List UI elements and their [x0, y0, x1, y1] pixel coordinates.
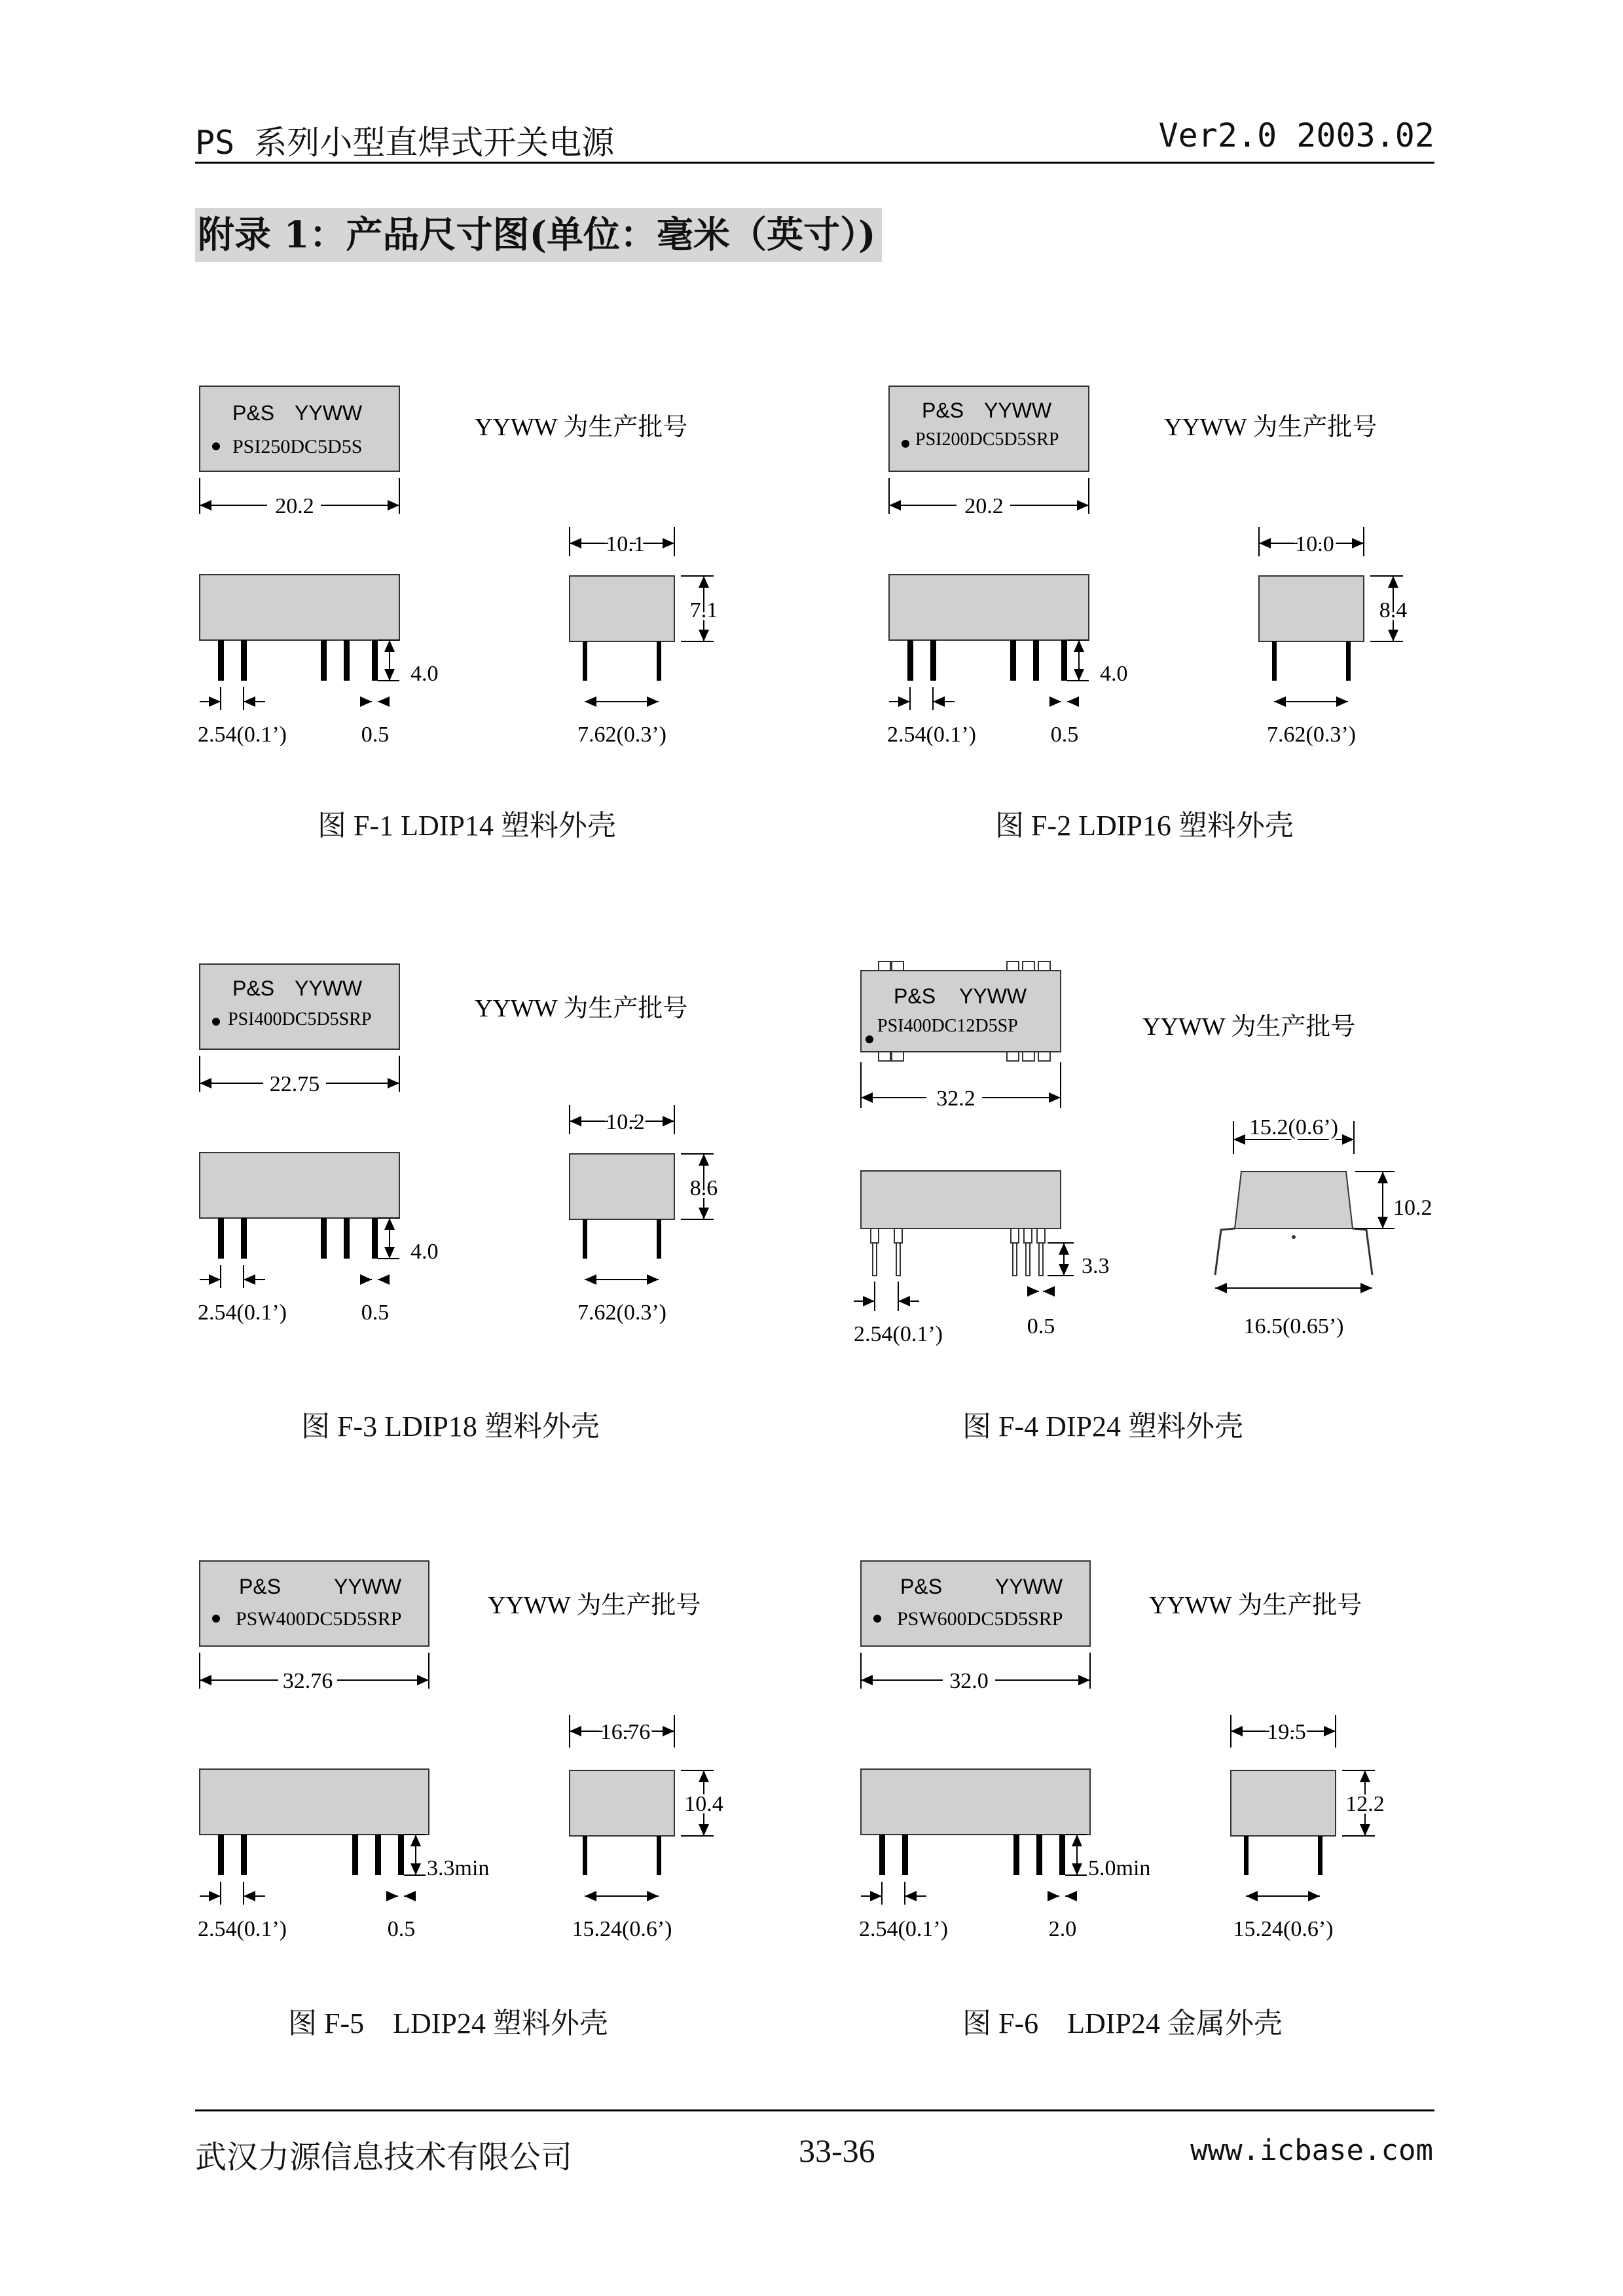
- brand-label: P&S: [232, 401, 275, 425]
- pin-dia-label: 0.5: [1050, 723, 1079, 747]
- note-text: YYWW 为生产批号: [475, 995, 688, 1022]
- pitch-label: 2.54(0.1’): [198, 723, 287, 747]
- model-label: PSI400DC12D5SP: [877, 1016, 1018, 1036]
- header-divider: [195, 162, 1434, 164]
- datecode-label: YYWW: [334, 1575, 402, 1598]
- figure-5-drawing: [190, 1541, 910, 2065]
- brand-label: P&S: [894, 984, 936, 1008]
- width-label: 19.5: [1267, 1720, 1306, 1744]
- footer-website: www.icbase.com: [1190, 2134, 1433, 2167]
- pitch-label: 2.54(0.1’): [887, 723, 976, 747]
- length-label: 20.2: [964, 494, 1004, 518]
- pitch-label: 2.54(0.1’): [854, 1322, 943, 1346]
- width-label: 10.1: [606, 532, 645, 556]
- length-label: 32.0: [949, 1669, 989, 1693]
- row-spacing-label: 15.24(0.6’): [572, 1917, 672, 1941]
- figure-4-drawing: [851, 944, 1571, 1468]
- width-label: 15.2(0.6’): [1249, 1115, 1338, 1139]
- figure-4: [851, 944, 1571, 1468]
- datecode-label: YYWW: [995, 1575, 1063, 1598]
- width-label: 10.2: [606, 1110, 645, 1134]
- note-text: YYWW 为生产批号: [1149, 1592, 1362, 1619]
- datecode-label: YYWW: [984, 399, 1052, 422]
- note-text: YYWW 为生产批号: [1142, 1013, 1356, 1041]
- datecode-label: YYWW: [295, 401, 363, 425]
- pin-length-label: 4.0: [410, 662, 439, 686]
- figure-3-drawing: [190, 944, 910, 1468]
- page-number: 33-36: [799, 2132, 875, 2169]
- note-text: YYWW 为生产批号: [1164, 414, 1377, 441]
- pin-dia-label: 0.5: [387, 1917, 416, 1941]
- figure-1: [190, 367, 910, 890]
- row-spacing-label: 7.62(0.3’): [577, 723, 666, 747]
- width-label: 10.0: [1295, 532, 1334, 556]
- figure-caption: 图 F-3 LDIP18 塑料外壳: [301, 1410, 600, 1443]
- figure-6: [851, 1541, 1571, 2065]
- brand-label: P&S: [232, 977, 275, 1000]
- brand-label: P&S: [239, 1575, 282, 1598]
- figure-caption: 图 F-4 DIP24 塑料外壳: [962, 1410, 1244, 1443]
- width-label: 16.76: [600, 1720, 651, 1744]
- header-title: PS 系列小型直焊式开关电源: [195, 124, 615, 162]
- model-label: PSW600DC5D5SRP: [897, 1608, 1063, 1630]
- note-text: YYWW 为生产批号: [488, 1592, 701, 1619]
- height-label: 8.6: [689, 1176, 718, 1200]
- brand-label: P&S: [922, 399, 964, 422]
- row-spacing-label: 15.24(0.6’): [1233, 1917, 1334, 1941]
- row-spacing-label: 7.62(0.3’): [577, 1300, 666, 1325]
- height-label: 7.1: [689, 598, 718, 622]
- figure-caption: 图 F-2 LDIP16 塑料外壳: [995, 810, 1294, 842]
- datecode-label: YYWW: [295, 977, 363, 1000]
- pitch-label: 2.54(0.1’): [198, 1300, 287, 1325]
- figure-6-drawing: [851, 1541, 1571, 2065]
- model-label: PSW400DC5D5SRP: [236, 1608, 402, 1630]
- figure-caption: 图 F-6 LDIP24 金属外壳: [962, 2007, 1283, 2039]
- pin-length-label: 5.0min: [1088, 1856, 1151, 1880]
- pin-length-label: 4.0: [1100, 662, 1128, 686]
- row-spacing-label: 16.5(0.65’): [1243, 1314, 1344, 1338]
- model-label: PSI400DC5D5SRP: [228, 1009, 372, 1030]
- figure-3: [190, 944, 910, 1468]
- pin-length-label: 3.3: [1082, 1254, 1110, 1278]
- row-spacing-label: 7.62(0.3’): [1267, 723, 1356, 747]
- pitch-label: 2.54(0.1’): [859, 1917, 948, 1941]
- pin-dia-label: 2.0: [1048, 1917, 1077, 1941]
- height-label: 10.4: [684, 1792, 723, 1816]
- footer-company: 武汉力源信息技术有限公司: [195, 2139, 573, 2176]
- page-title: 附录 1：产品尺寸图(单位：毫米（英寸）): [195, 208, 882, 262]
- length-label: 32.2: [936, 1086, 976, 1111]
- length-label: 22.75: [269, 1072, 320, 1096]
- model-label: PSI250DC5D5S: [232, 436, 363, 457]
- height-label: 8.4: [1379, 598, 1408, 622]
- header-version: Ver2.0 2003.02: [1158, 117, 1434, 154]
- pin-length-label: 3.3min: [427, 1856, 490, 1880]
- footer-divider: [195, 2109, 1434, 2111]
- length-label: 20.2: [275, 494, 314, 518]
- pin-dia-label: 0.5: [1027, 1314, 1055, 1338]
- brand-label: P&S: [900, 1575, 943, 1598]
- pin-dia-label: 0.5: [361, 723, 390, 747]
- model-label: PSI200DC5D5SRP: [915, 429, 1059, 450]
- pin-dia-label: 0.5: [361, 1300, 390, 1325]
- figure-2: [879, 367, 1599, 890]
- height-label: 12.2: [1345, 1792, 1385, 1816]
- length-label: 32.76: [282, 1669, 333, 1693]
- pin-length-label: 4.0: [410, 1240, 439, 1264]
- pitch-label: 2.54(0.1’): [198, 1917, 287, 1941]
- height-label: 10.2: [1393, 1196, 1432, 1220]
- datecode-label: YYWW: [959, 984, 1027, 1008]
- figure-5: [190, 1541, 910, 2065]
- figure-caption: 图 F-1 LDIP14 塑料外壳: [318, 810, 616, 842]
- note-text: YYWW 为生产批号: [475, 414, 688, 441]
- figure-caption: 图 F-5 LDIP24 塑料外壳: [288, 2007, 608, 2039]
